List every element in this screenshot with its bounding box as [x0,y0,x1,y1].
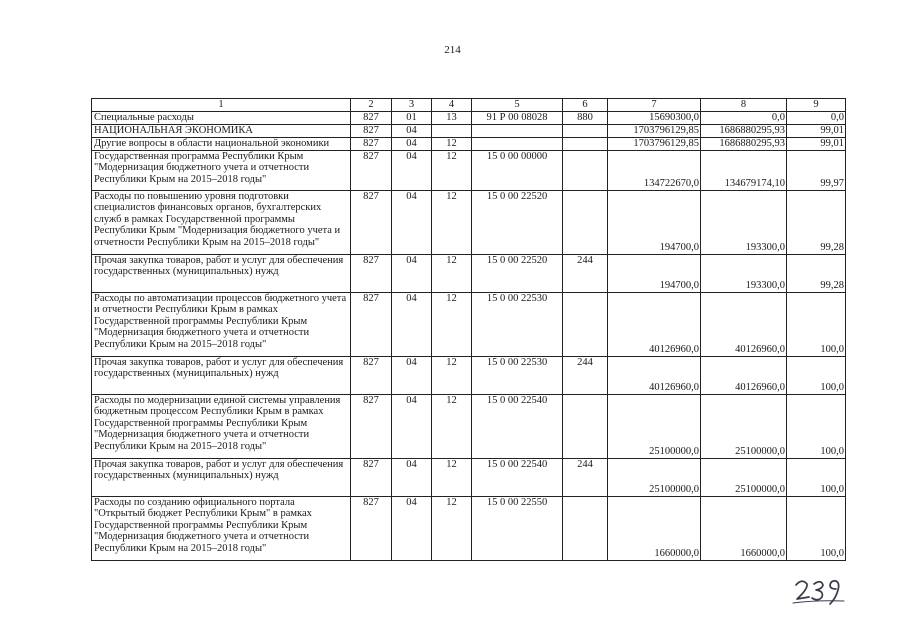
cell-planned: 25100000,0 [608,458,701,496]
cell-subsection: 12 [432,137,472,150]
cell-target-article: 91 Р 00 08028 [472,111,563,124]
table-row [92,190,846,254]
cell-subsection: 12 [432,292,472,356]
cell-percent: 99,28 [787,254,846,292]
expense-name: Другие вопросы в области национальной экономики [92,137,351,150]
cell-subsection: 12 [432,458,472,496]
cell-subsection: 12 [432,254,472,292]
expense-name: Прочая закупка товаров, работ и услуг для обеспечения государственных (муниципальных) нужд [92,356,351,394]
cell-expense-type [563,394,608,458]
cell-planned: 40126960,0 [608,292,701,356]
expense-name: Прочая закупка товаров, работ и услуг для обеспечения государственных (муниципальных) нужд [92,254,351,292]
column-header: 6 [563,99,608,112]
page-number: 214 [444,44,461,56]
cell-executed: 40126960,0 [701,292,787,356]
column-header: 5 [472,99,563,112]
cell-subsection: 13 [432,111,472,124]
cell-ministry: 827 [351,292,392,356]
expense-name: Расходы по повышению уровня подготовки специалистов финансовых органов, бухгалтерских служб в рамках Государственной программы Республики Крым "Модернизация бюджетного учета и отчетности Республики Крым на 2015–2018 годы" [92,190,351,254]
cell-planned: 25100000,0 [608,394,701,458]
expense-name: Специальные расходы [92,111,351,124]
cell-target-article [472,137,563,150]
cell-planned: 40126960,0 [608,356,701,394]
cell-percent: 100,0 [787,292,846,356]
cell-percent: 0,0 [787,111,846,124]
cell-ministry: 827 [351,190,392,254]
cell-ministry: 827 [351,137,392,150]
cell-section: 01 [392,111,432,124]
column-header: 7 [608,99,701,112]
cell-executed: 25100000,0 [701,458,787,496]
cell-target-article: 15 0 00 22530 [472,356,563,394]
cell-planned: 194700,0 [608,254,701,292]
cell-section: 04 [392,394,432,458]
cell-section: 04 [392,150,432,190]
cell-expense-type [563,292,608,356]
table-row [92,292,846,356]
column-header: 4 [432,99,472,112]
cell-ministry: 827 [351,254,392,292]
cell-ministry: 827 [351,356,392,394]
budget-table [91,98,846,561]
table-row [92,111,846,124]
cell-ministry: 827 [351,124,392,137]
table-row [92,458,846,496]
cell-planned: 194700,0 [608,190,701,254]
cell-percent: 99,97 [787,150,846,190]
cell-expense-type: 244 [563,458,608,496]
cell-section: 04 [392,190,432,254]
table-row [92,124,846,137]
cell-executed: 193300,0 [701,254,787,292]
cell-executed: 1686880295,93 [701,124,787,137]
expense-name: Расходы по модернизации единой системы управления бюджетным процессом Республики Крым в рамках Государственной программы Республики Крым "Модернизация бюджетного учета и отчетности Республики Крым на 2015–2018 годы" [92,394,351,458]
cell-percent: 99,01 [787,137,846,150]
column-header: 1 [92,99,351,112]
handwritten-page-mark [790,576,850,606]
cell-expense-type: 244 [563,356,608,394]
cell-percent: 100,0 [787,496,846,560]
cell-section: 04 [392,496,432,560]
cell-executed: 25100000,0 [701,394,787,458]
cell-percent: 99,28 [787,190,846,254]
cell-planned: 15690300,0 [608,111,701,124]
cell-planned: 1703796129,85 [608,124,701,137]
cell-section: 04 [392,356,432,394]
expense-name: Прочая закупка товаров, работ и услуг для обеспечения государственных (муниципальных) нужд [92,458,351,496]
cell-target-article: 15 0 00 22530 [472,292,563,356]
cell-expense-type: 880 [563,111,608,124]
table-row [92,356,846,394]
cell-target-article: 15 0 00 22550 [472,496,563,560]
cell-expense-type [563,190,608,254]
cell-subsection: 12 [432,356,472,394]
cell-subsection: 12 [432,190,472,254]
cell-expense-type [563,124,608,137]
table-row [92,496,846,560]
table-header-row [92,99,846,112]
cell-executed: 40126960,0 [701,356,787,394]
cell-subsection: 12 [432,496,472,560]
cell-percent: 100,0 [787,356,846,394]
cell-subsection: 12 [432,150,472,190]
cell-section: 04 [392,137,432,150]
cell-ministry: 827 [351,394,392,458]
cell-executed: 193300,0 [701,190,787,254]
cell-ministry: 827 [351,458,392,496]
cell-target-article: 15 0 00 22520 [472,254,563,292]
column-header: 3 [392,99,432,112]
cell-target-article: 15 0 00 22520 [472,190,563,254]
cell-executed: 0,0 [701,111,787,124]
expense-name: Расходы по созданию официального портала "Открытый бюджет Республики Крым" в рамках Государственной программы Республики Крым "Модернизация бюджетного учета и отчетности Республики Крым на 2015–2018 годы" [92,496,351,560]
cell-expense-type [563,496,608,560]
cell-target-article: 15 0 00 22540 [472,394,563,458]
cell-expense-type [563,137,608,150]
cell-percent: 100,0 [787,458,846,496]
cell-executed: 1660000,0 [701,496,787,560]
cell-planned: 1703796129,85 [608,137,701,150]
cell-section: 04 [392,458,432,496]
column-header: 8 [701,99,787,112]
cell-planned: 1660000,0 [608,496,701,560]
cell-ministry: 827 [351,111,392,124]
table-row [92,137,846,150]
column-header: 9 [787,99,846,112]
cell-target-article: 15 0 00 22540 [472,458,563,496]
table-row [92,150,846,190]
cell-subsection [432,124,472,137]
cell-executed: 1686880295,93 [701,137,787,150]
cell-expense-type: 244 [563,254,608,292]
table-row [92,254,846,292]
cell-section: 04 [392,124,432,137]
cell-expense-type [563,150,608,190]
cell-target-article: 15 0 00 00000 [472,150,563,190]
cell-percent: 100,0 [787,394,846,458]
cell-ministry: 827 [351,496,392,560]
cell-ministry: 827 [351,150,392,190]
cell-target-article [472,124,563,137]
cell-percent: 99,01 [787,124,846,137]
expense-name: Расходы по автоматизации процессов бюджетного учета и отчетности Республики Крым в рамках Государственной программы Республики Крым "Модернизация бюджетного учета и отчетности Республики Крым на 2015–2018 годы" [92,292,351,356]
expense-name: Государственная программа Республики Крым "Модернизация бюджетного учета и отчетности Республики Крым на 2015–2018 годы" [92,150,351,190]
cell-section: 04 [392,292,432,356]
expense-name: НАЦИОНАЛЬНАЯ ЭКОНОМИКА [92,124,351,137]
cell-planned: 134722670,0 [608,150,701,190]
table-row [92,394,846,458]
cell-executed: 134679174,10 [701,150,787,190]
column-header: 2 [351,99,392,112]
cell-section: 04 [392,254,432,292]
cell-subsection: 12 [432,394,472,458]
